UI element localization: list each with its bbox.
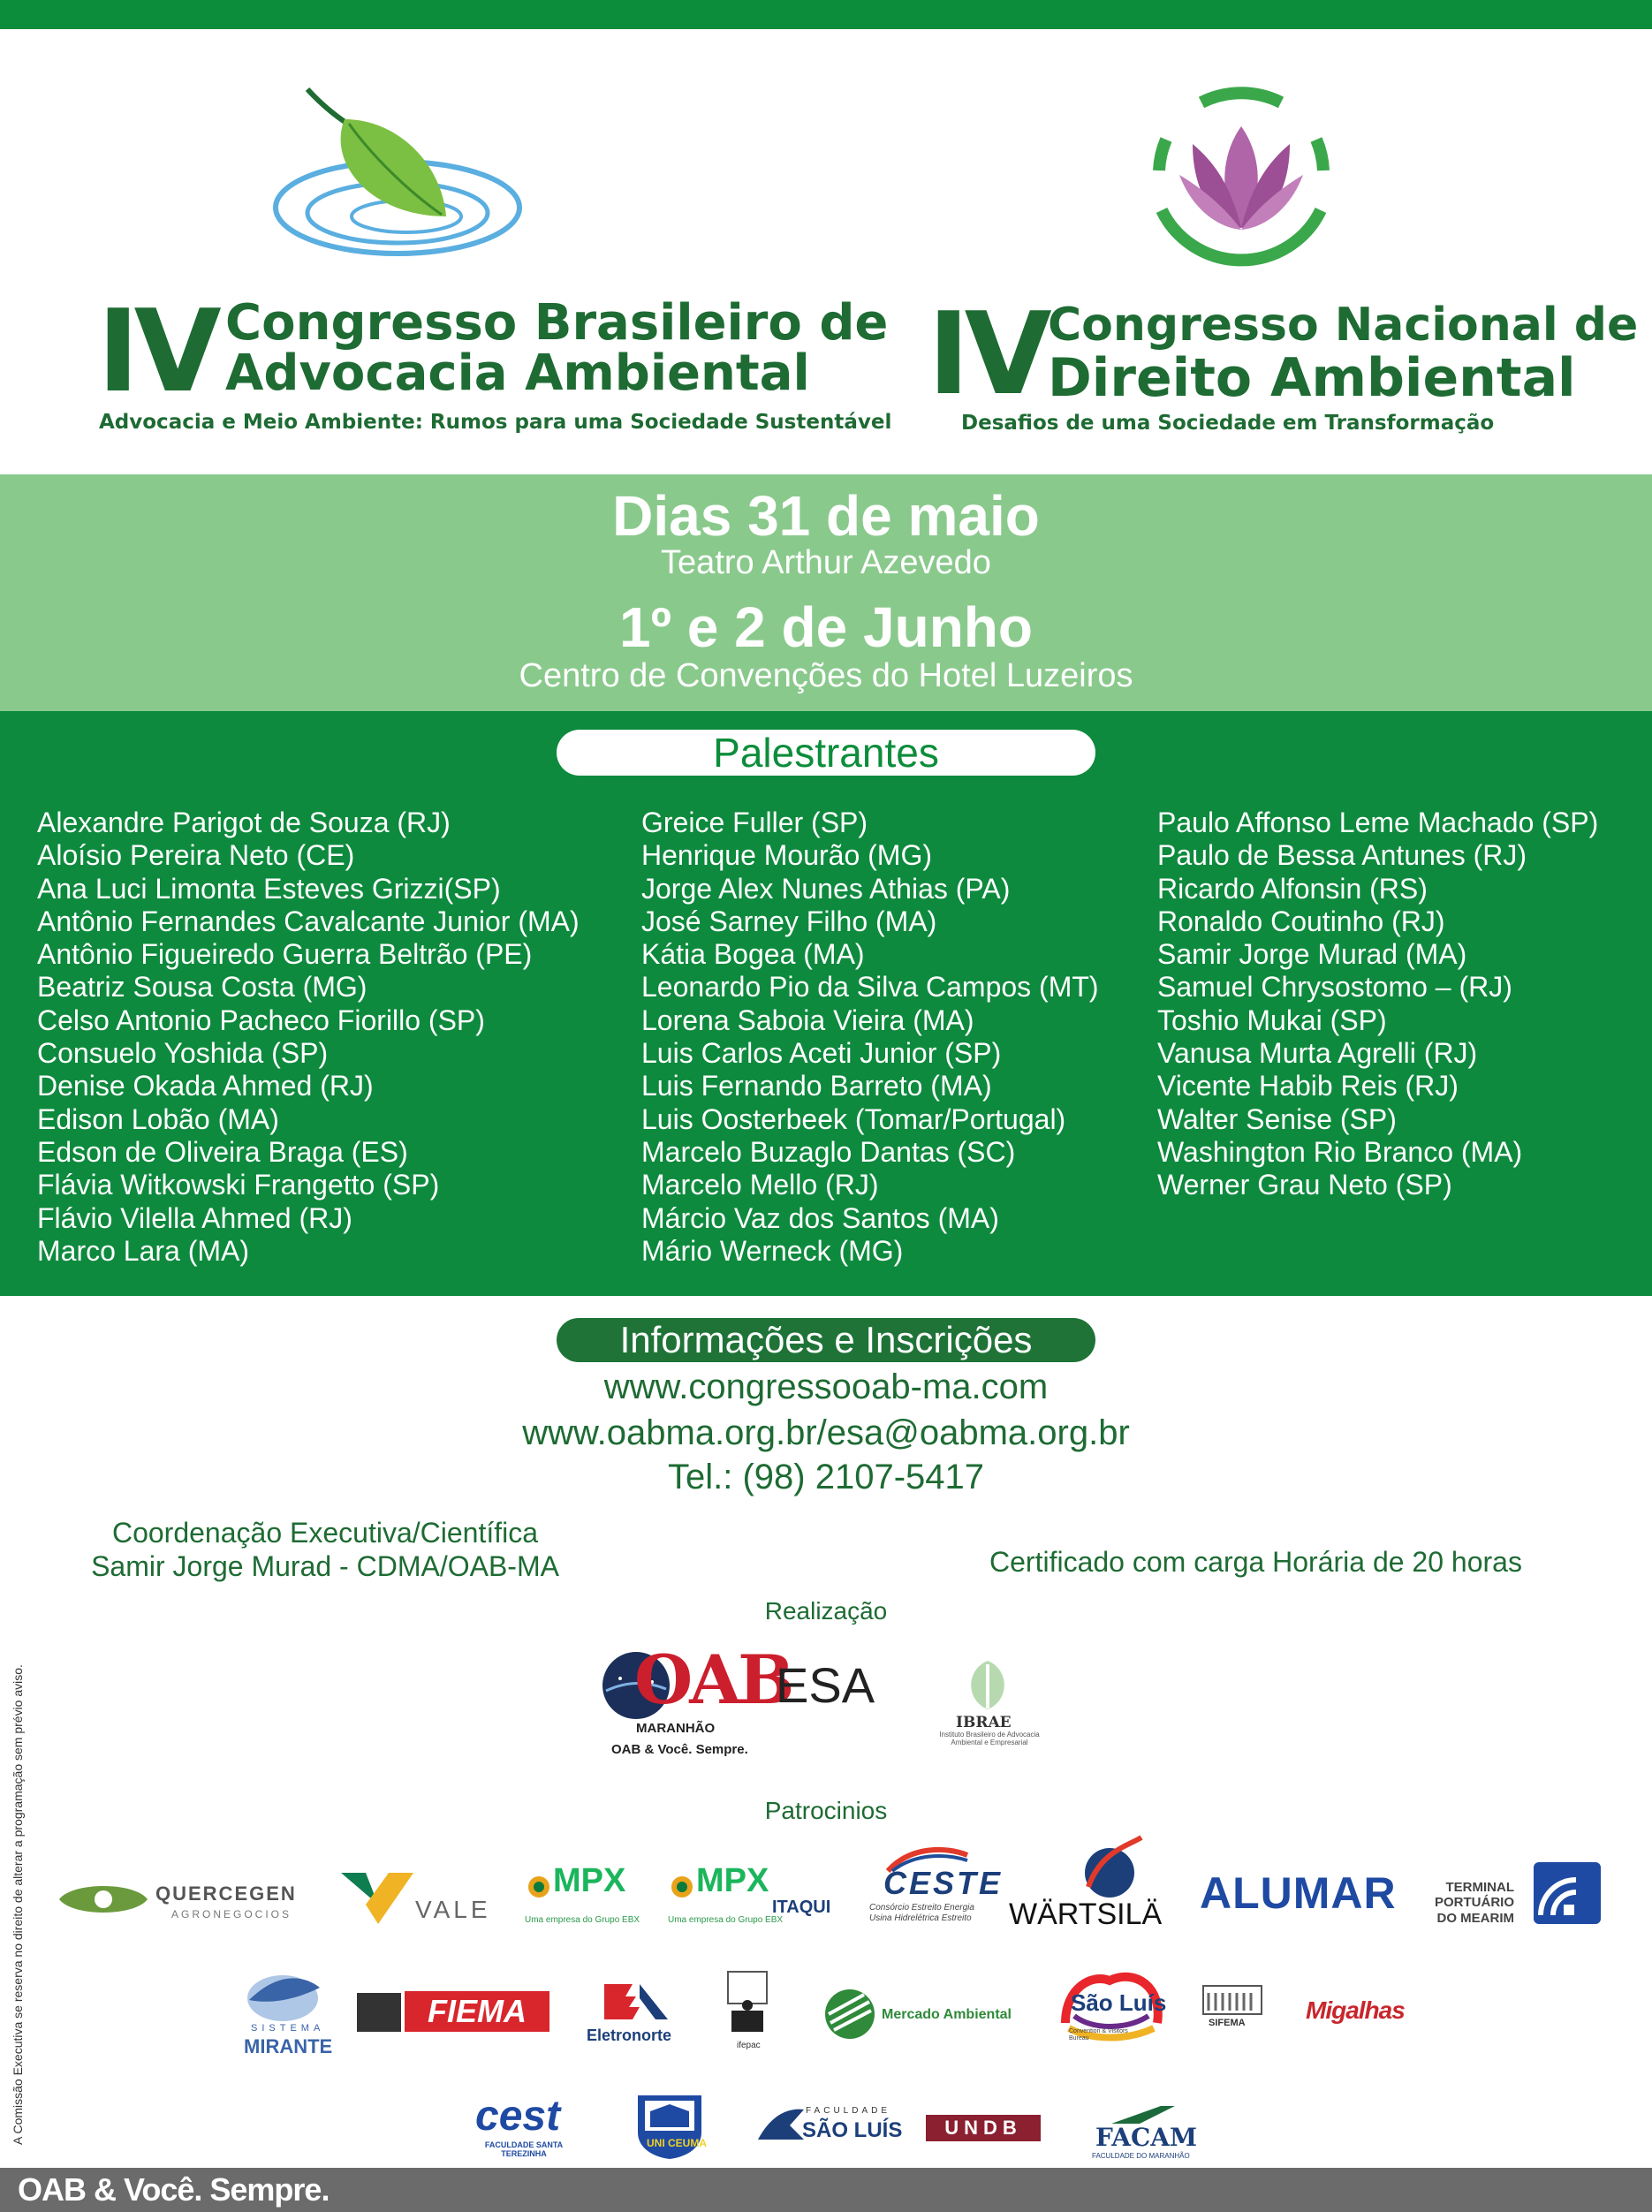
- right-numeral: IV: [928, 289, 1047, 420]
- mirante-icon: [240, 1970, 325, 2023]
- fiema-icon: [357, 1993, 401, 2032]
- speaker: Lorena Saboia Vieira (MA): [641, 1004, 974, 1036]
- top-bar: [0, 0, 1652, 29]
- date-day2: 1º e 2 de Junho: [619, 595, 1033, 659]
- speaker: Greice Fuller (SP): [641, 807, 868, 838]
- saoluis2-text: SÃO LUÍS: [802, 2118, 903, 2142]
- mpx-sub: Uma empresa do Grupo EBX: [525, 1915, 640, 1925]
- uniceuma-icon: [633, 2092, 707, 2161]
- mercado-ambiental-icon: [822, 1988, 878, 2041]
- terminal-icon: [1534, 1862, 1601, 1924]
- speaker: Vanusa Murta Agrelli (RJ): [1157, 1037, 1478, 1070]
- speaker: Márcio Vaz dos Santos (MA): [641, 1201, 999, 1234]
- side-note: A Comissão Executiva se reserva no direito de alterar a programação sem prévio aviso.: [11, 1664, 25, 2145]
- itaqui-text: ITAQUI: [772, 1898, 831, 1917]
- speaker: Kátia Bogea (MA): [641, 938, 865, 971]
- speaker: Marcelo Mello (RJ): [641, 1169, 879, 1201]
- speaker: Antônio Figueiredo Guerra Beltrão (PE): [37, 938, 533, 971]
- speaker: Ana Luci Limonta Esteves Grizzi(SP): [37, 872, 501, 905]
- faculdade-text: FACULDADE: [806, 2106, 891, 2116]
- right-title-line1: Congresso Nacional de: [1048, 299, 1639, 352]
- terminal-text: [1435, 1880, 1514, 1926]
- terminal-line2: PORTUÁRIO: [1435, 1895, 1514, 1911]
- oab-logo: [601, 1640, 792, 1763]
- speaker: Werner Grau Neto (SP): [1157, 1169, 1452, 1201]
- speaker: Ricardo Alfonsin (RS): [1157, 872, 1428, 905]
- speakers-col2: [641, 807, 1099, 1268]
- speakers-col1: [37, 807, 580, 1268]
- ibrae-leaf-icon: [952, 1652, 1023, 1714]
- leaf-water-icon: [265, 84, 530, 278]
- fiema-text: FIEMA: [405, 1991, 549, 2032]
- speaker: Edison Lobão (MA): [37, 1102, 279, 1135]
- speaker: Luis Carlos Aceti Junior (SP): [641, 1037, 1002, 1070]
- speaker: Antônio Fernandes Cavalcante Junior (MA): [37, 905, 580, 937]
- cest-sub: FACULDADE SANTA TEREZINHA: [484, 2140, 564, 2158]
- mpx2-sub: Uma empresa do Grupo EBX: [668, 1915, 784, 1925]
- info-phone: Tel.: (98) 2107-5417: [667, 1458, 984, 1496]
- speaker: Flávio Vilella Ahmed (RJ): [37, 1201, 352, 1234]
- speaker: Ronaldo Coutinho (RJ): [1157, 905, 1445, 937]
- speaker: Toshio Mukai (SP): [1157, 1004, 1387, 1036]
- right-title-line2: Direito Ambiental: [1048, 347, 1576, 410]
- coordination-line2: Samir Jorge Murad - CDMA/OAB-MA: [91, 1550, 559, 1583]
- saoluis-sub: Convention & Visitors Bureau: [1069, 2028, 1128, 2042]
- speaker: Samir Jorge Murad (MA): [1157, 938, 1467, 971]
- mpx2-text: MPX: [696, 1862, 769, 1899]
- coordination-line1: Coordenação Executiva/Científica: [111, 1517, 539, 1549]
- certificate: Certificado com carga Horária de 20 horas: [989, 1546, 1522, 1578]
- speaker: Luis Oosterbeek (Tomar/Portugal): [641, 1102, 1066, 1135]
- footer-slogan: OAB & Você. Sempre.: [18, 2171, 330, 2208]
- speaker: Edson de Oliveira Braga (ES): [37, 1135, 408, 1168]
- left-numeral: IV: [97, 286, 216, 418]
- speaker: Samuel Chrysostomo – (RJ): [1157, 971, 1512, 1004]
- eletronorte-text: Eletronorte: [587, 2026, 672, 2044]
- speaker: Washington Rio Branco (MA): [1157, 1135, 1523, 1168]
- dates-band: [0, 474, 1652, 711]
- speaker: Alexandre Parigot de Souza (RJ): [37, 807, 451, 838]
- ifepac-text: ifepac: [737, 2041, 761, 2050]
- speaker: Flávia Witkowski Frangetto (SP): [37, 1169, 440, 1201]
- facam-text: FACAM: [1095, 2123, 1197, 2152]
- venue2: Centro de Convenções do Hotel Luzeiros: [519, 657, 1133, 694]
- speaker: Paulo Affonso Leme Machado (SP): [1157, 807, 1599, 838]
- speaker: Vicente Habib Reis (RJ): [1157, 1070, 1459, 1102]
- speaker: José Sarney Filho (MA): [641, 905, 937, 937]
- left-title-line2: Advocacia Ambiental: [225, 345, 810, 403]
- ifepac-icon: [724, 1970, 770, 2041]
- faculdade-saoluis-icon: [754, 2104, 807, 2145]
- ibrae-text: IBRAE: [956, 1714, 1012, 1731]
- speaker: Beatriz Sousa Costa (MG): [37, 971, 368, 1004]
- vale-text: VALE: [415, 1896, 491, 1923]
- speaker: Aloísio Pereira Neto (CE): [37, 839, 355, 872]
- mpx-text: MPX: [553, 1862, 626, 1899]
- speaker: Celso Antonio Pacheco Fiorillo (SP): [37, 1004, 485, 1036]
- coordination: [60, 1516, 590, 1584]
- left-title-line1: Congresso Brasileiro de: [225, 294, 889, 352]
- left-congress-title: [225, 294, 889, 403]
- alumar-text: ALUMAR: [1200, 1868, 1397, 1918]
- esa-logo: ESA: [776, 1657, 875, 1713]
- right-subtitle: Desafios de uma Sociedade em Transformação: [961, 412, 1495, 435]
- right-congress-title: [1048, 299, 1639, 410]
- speakers-col3: [1157, 807, 1598, 1202]
- mercado-text: Mercado Ambiental: [882, 2007, 1012, 2022]
- oab-text: OAB: [634, 1640, 792, 1719]
- patrocinios-label: Patrocinios: [764, 1797, 888, 1824]
- mirante-line1: SISTEMA: [251, 2023, 325, 2034]
- left-subtitle: Advocacia e Meio Ambiente: Rumos para uma Sociedade Sustentável: [99, 411, 892, 434]
- speaker: Leonardo Pio da Silva Campos (MT): [641, 971, 1099, 1004]
- speaker: Henrique Mourão (MG): [641, 839, 932, 872]
- info-heading: Informações e Inscrições: [557, 1318, 1095, 1362]
- speaker: Paulo de Bessa Antunes (RJ): [1157, 839, 1527, 872]
- facam-sub: FACULDADE DO MARANHÃO: [1092, 2152, 1190, 2160]
- info-site[interactable]: www.congressooab-ma.com: [603, 1367, 1049, 1406]
- speaker: Jorge Alex Nunes Athias (PA): [641, 872, 1011, 905]
- venue1: Teatro Arthur Azevedo: [661, 544, 991, 581]
- realizacao-label: Realização: [764, 1597, 888, 1625]
- date-day1: Dias 31 de maio: [612, 484, 1040, 548]
- quercegen-text: QUERCEGEN: [155, 1882, 297, 1905]
- oab-state: MARANHÃO: [636, 1721, 716, 1736]
- speaker: Denise Okada Ahmed (RJ): [37, 1070, 374, 1102]
- ceste-sub1: Consórcio Estreito Energia: [869, 1903, 974, 1913]
- speaker: Consuelo Yoshida (SP): [37, 1037, 329, 1070]
- sifema-icon: [1201, 1984, 1263, 2016]
- ibrae-sub: Instituto Brasileiro de Advocacia Ambiental e Empresarial: [939, 1731, 1040, 1746]
- mpx-sun-icon: [523, 1871, 555, 1903]
- terminal-line3: DO MEARIM: [1436, 1910, 1514, 1926]
- quercegen-sub: AGRONEGOCIOS: [171, 1908, 292, 1920]
- uniceuma-text: UNI CEUMA: [647, 2137, 707, 2149]
- wartsila-icon: [1074, 1834, 1147, 1901]
- speakers-heading: Palestrantes: [557, 730, 1095, 776]
- ceste-text: CESTE: [883, 1865, 1004, 1901]
- mirante-line2: MIRANTE: [244, 2035, 333, 2057]
- vale-icon: [339, 1869, 415, 1926]
- undb-text: UNDB: [926, 2115, 1041, 2141]
- eletronorte-icon: [601, 1981, 671, 2023]
- speaker: Mário Werneck (MG): [641, 1234, 904, 1267]
- quercegen-icon: [55, 1880, 152, 1919]
- wartsila-text: WÄRTSILÄ: [1009, 1898, 1163, 1931]
- cest-text: cest: [475, 2093, 561, 2140]
- lotus-circle-icon: [1140, 78, 1343, 290]
- speaker: Marco Lara (MA): [37, 1234, 250, 1267]
- ceste-sub2: Usina Hidrelétrica Estreito: [869, 1913, 972, 1923]
- speaker: Luis Fernando Barreto (MA): [641, 1070, 992, 1102]
- speaker: Marcelo Buzaglo Dantas (SC): [641, 1135, 1016, 1168]
- migalhas-text: Migalhas: [1306, 1996, 1405, 2024]
- terminal-line1: TERMINAL: [1445, 1880, 1514, 1895]
- mpx2-sun-icon: [666, 1871, 698, 1903]
- info-site-email[interactable]: www.oabma.org.br/esa@oabma.org.br: [522, 1413, 1130, 1452]
- speaker: Walter Senise (SP): [1157, 1102, 1397, 1135]
- saoluis-text: São Luís: [1071, 1989, 1167, 2016]
- oab-slogan: OAB & Você. Sempre.: [611, 1742, 748, 1757]
- sifema-text: SIFEMA: [1209, 2018, 1246, 2028]
- footer-bar: [0, 2168, 1652, 2212]
